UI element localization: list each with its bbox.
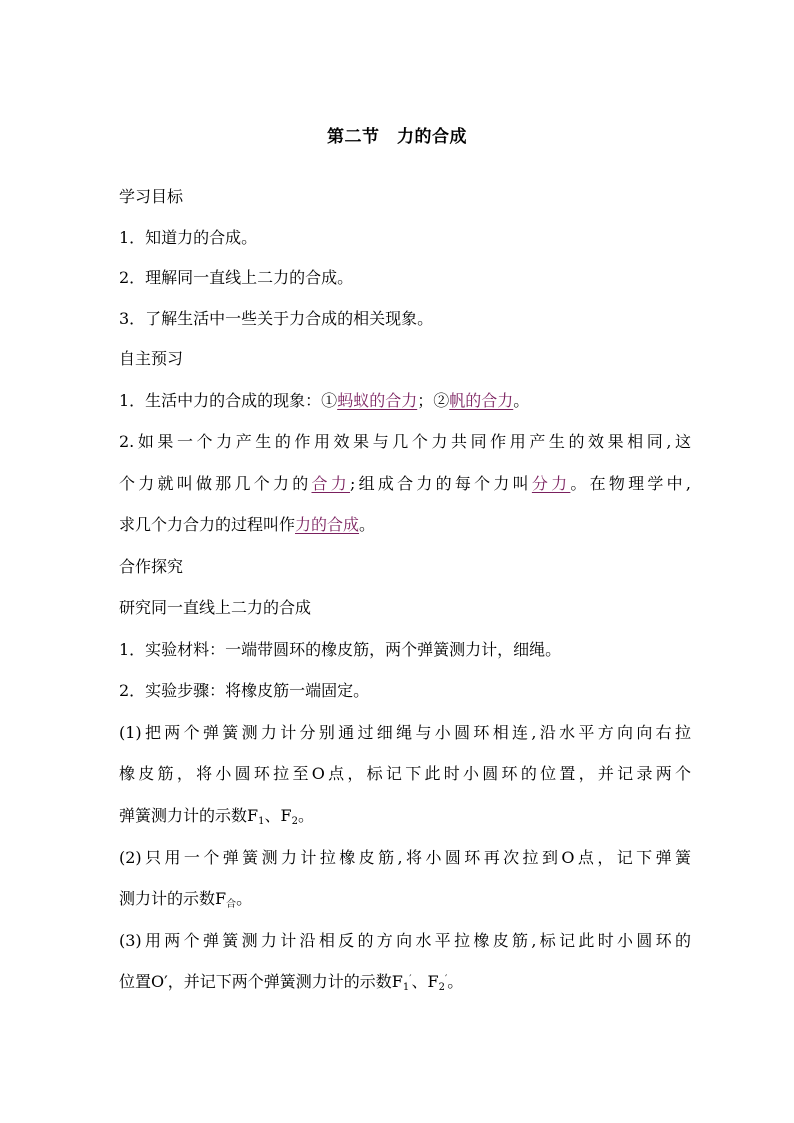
preview-question-2-line-3 xyxy=(119,515,691,535)
question-text: ;组成合力的每个力叫 xyxy=(350,474,532,493)
step-text: 。 xyxy=(236,889,253,908)
step-2-line-2 xyxy=(119,889,691,909)
step-1-line-3 xyxy=(119,806,691,826)
step-1-line-2: 橡皮筋，将小圆环拉至O点，标记下此时小圆环的位置，并记录两个 xyxy=(119,764,691,783)
preview-question-2-line-2 xyxy=(119,474,691,494)
page-title: 第二节 力的合成 xyxy=(327,127,467,147)
preview-question-1 xyxy=(119,391,691,411)
step-2-line-1: (2)只用一个弹簧测力计拉橡皮筋,将小圆环再次拉到O点，记下弹簧 xyxy=(119,848,691,867)
steps-item: 2．实验步骤：将橡皮筋一端固定。 xyxy=(119,681,370,700)
question-text: 求几个力合力的过程叫作 xyxy=(119,515,296,534)
step-text: 。 xyxy=(447,972,464,991)
subscript: 1 xyxy=(402,982,410,993)
materials-item: 1．实验材料：一端带圆环的橡皮筋，两个弹簧测力计，细绳。 xyxy=(119,640,562,659)
step-text: 、F xyxy=(264,806,292,825)
learning-goals-heading: 学习目标 xyxy=(119,187,184,206)
answer-force-composition: 力的合成 xyxy=(295,515,360,534)
question-text: ；② xyxy=(417,391,450,410)
goal-item-2: 2．理解同一直线上二力的合成。 xyxy=(119,268,354,287)
cooperative-inquiry-heading: 合作探究 xyxy=(119,557,184,576)
step-3-line-2 xyxy=(119,972,691,992)
answer-component-force: 分力 xyxy=(531,474,571,493)
answer-resultant-force: 合力 xyxy=(311,474,350,493)
superscript: ′ xyxy=(445,974,448,985)
step-text: 、F xyxy=(411,972,439,991)
step-text: 。 xyxy=(297,806,314,825)
goal-item-1: 1．知道力的合成。 xyxy=(119,228,258,247)
question-text: 个力就叫做那几个力的 xyxy=(119,474,312,493)
inquiry-subheading: 研究同一直线上二力的合成 xyxy=(119,598,312,617)
question-text: 。 xyxy=(359,515,376,534)
goal-item-3: 3．了解生活中一些关于力合成的相关现象。 xyxy=(119,309,434,328)
step-text: 位置O′，并记下两个弹簧测力计的示数F xyxy=(119,972,403,991)
step-text: 测力计的示数F xyxy=(119,889,227,908)
question-text: 。在物理学中, xyxy=(570,474,691,493)
superscript: ′ xyxy=(409,974,412,985)
subscript: 1 xyxy=(258,816,265,827)
subscript: 2 xyxy=(291,816,298,827)
preview-question-2-line-1: 2.如果一个力产生的作用效果与几个力共同作用产生的效果相同,这 xyxy=(119,432,691,451)
subscript: 合 xyxy=(226,899,237,910)
self-preview-heading: 自主预习 xyxy=(119,349,184,368)
step-text: 弹簧测力计的示数F xyxy=(119,806,259,825)
question-text: 。 xyxy=(513,391,530,410)
answer-ant-force: 蚂蚁的合力 xyxy=(337,391,418,410)
answer-sail-force: 帆的合力 xyxy=(449,391,514,410)
step-1-line-1: (1)把两个弹簧测力计分别通过细绳与小圆环相连,沿水平方向向右拉 xyxy=(119,723,691,742)
question-text: 1．生活中力的合成的现象：① xyxy=(119,391,338,410)
step-3-line-1: (3)用两个弹簧测力计沿相反的方向水平拉橡皮筋,标记此时小圆环的 xyxy=(119,931,691,950)
subscript: 2 xyxy=(438,982,445,993)
